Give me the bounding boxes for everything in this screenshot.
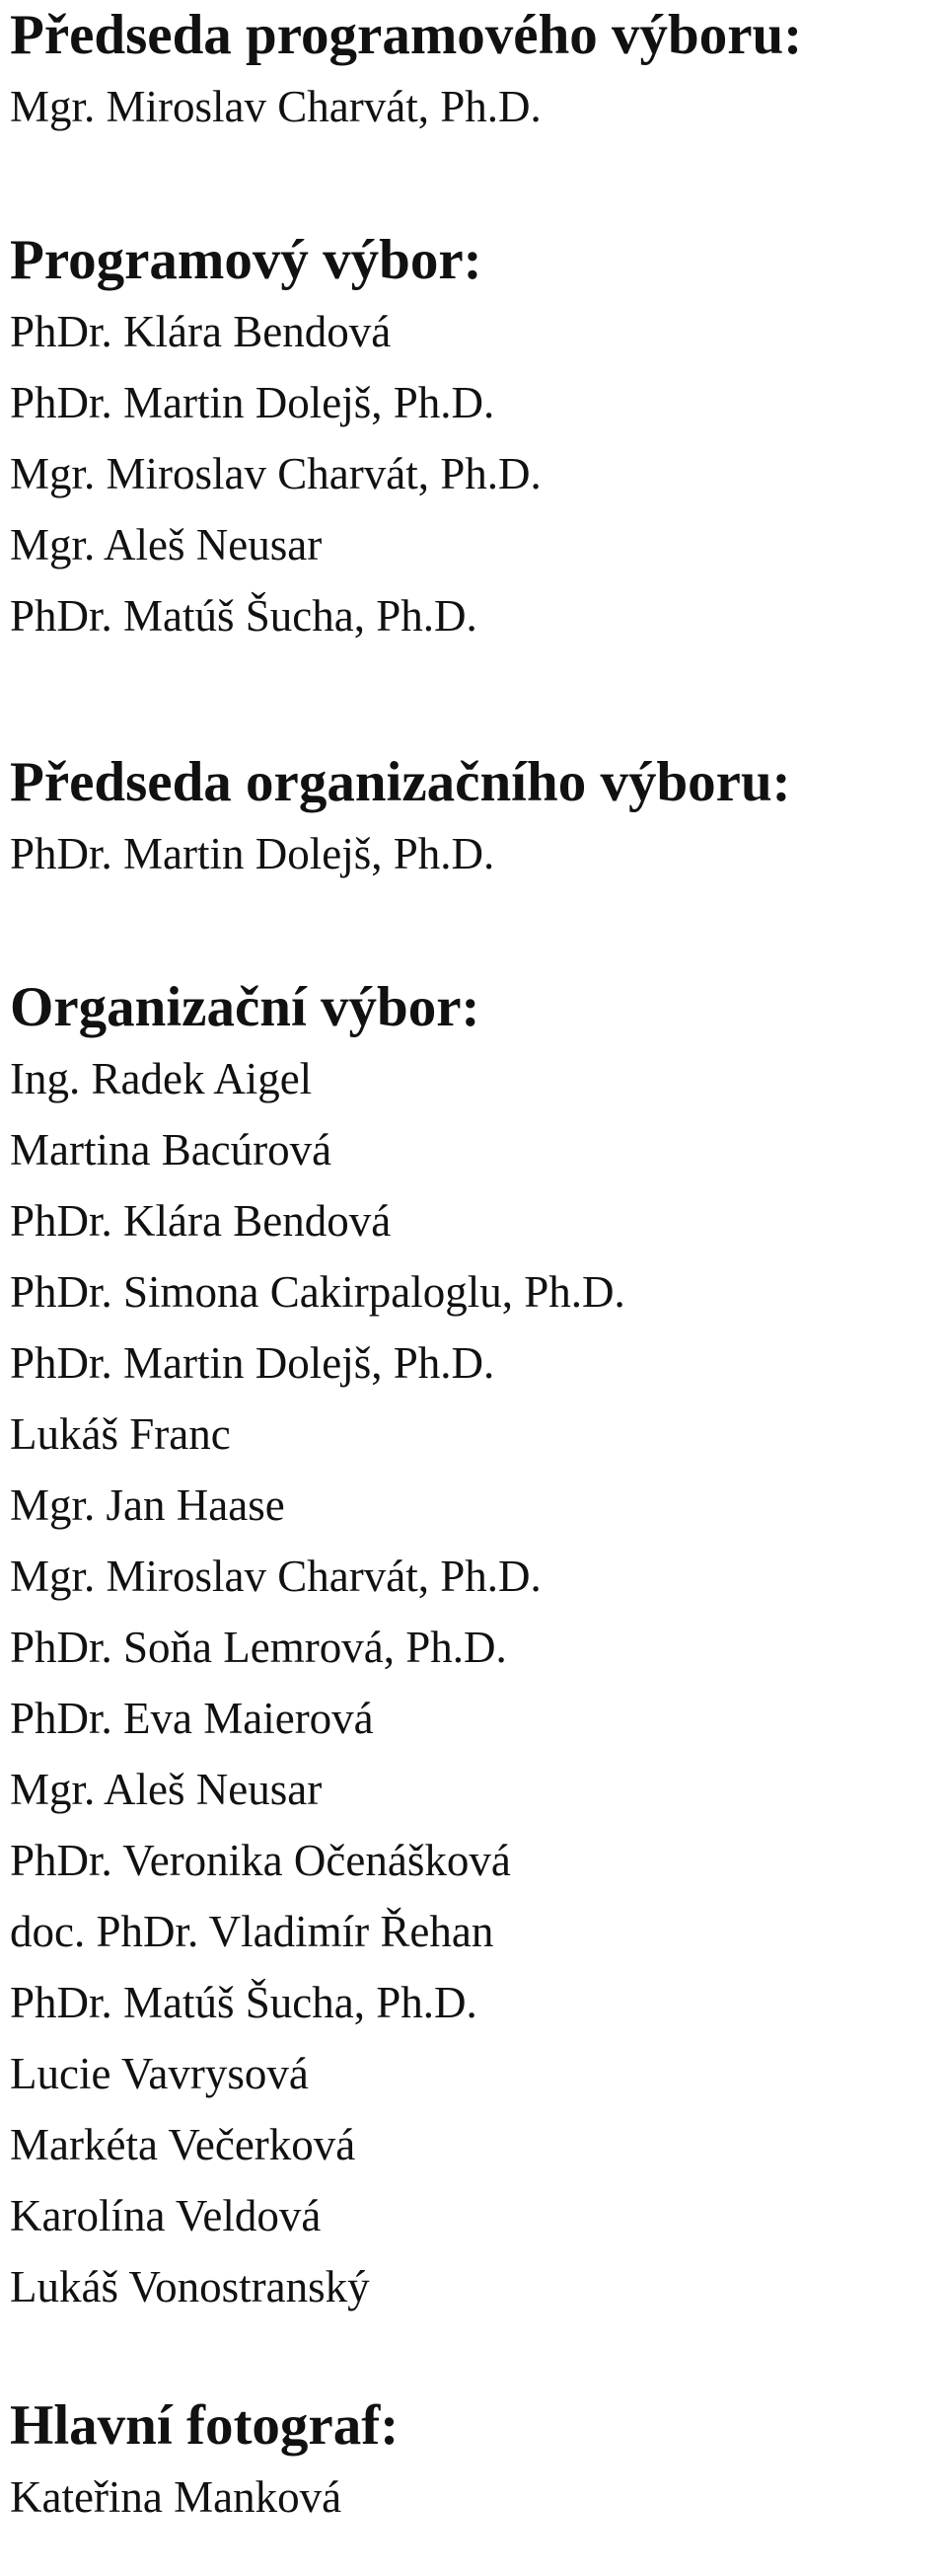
name-item: Karolína Veldová: [10, 2191, 322, 2240]
name-item: PhDr. Eva Maierová: [10, 1694, 374, 1743]
name-item: PhDr. Klára Bendová: [10, 307, 392, 356]
name-item: PhDr. Simona Cakirpaloglu, Ph.D.: [10, 1267, 625, 1317]
section-main-photographer: [10, 2390, 937, 2533]
section-organizing-committee: [10, 972, 937, 2322]
section-heading: Předseda programového výboru:: [10, 4, 803, 66]
name-list: [10, 1043, 937, 2322]
name-item: Markéta Večerková: [10, 2120, 356, 2169]
name-item: Mgr. Jan Haase: [10, 1480, 285, 1530]
name-item: PhDr. Klára Bendová: [10, 1196, 392, 1246]
name-item: PhDr. Matúš Šucha, Ph.D.: [10, 591, 477, 641]
name-item: Martina Bacúrová: [10, 1125, 332, 1174]
section-organizing-chair: [10, 747, 937, 889]
name-item: doc. PhDr. Vladimír Řehan: [10, 1907, 494, 1956]
name-item: Mgr. Miroslav Charvát, Ph.D.: [10, 449, 542, 498]
name-item: Ing. Radek Aigel: [10, 1054, 313, 1103]
name-list: [10, 2462, 937, 2533]
name-list: [10, 71, 937, 142]
name-list: [10, 818, 937, 889]
section-program-committee: [10, 225, 937, 651]
section-heading: Organizační výbor:: [10, 976, 480, 1038]
name-item: Lukáš Vonostranský: [10, 2262, 370, 2311]
name-item: PhDr. Martin Dolejš, Ph.D.: [10, 829, 495, 878]
name-item: Mgr. Aleš Neusar: [10, 1765, 323, 1814]
name-item: Lukáš Franc: [10, 1409, 231, 1459]
section-heading: Předseda organizačního výboru:: [10, 751, 791, 813]
name-item: Lucie Vavrysová: [10, 2049, 309, 2098]
name-item: Mgr. Miroslav Charvát, Ph.D.: [10, 82, 542, 131]
name-item: PhDr. Matúš Šucha, Ph.D.: [10, 1978, 477, 2027]
name-item: Kateřina Manková: [10, 2472, 342, 2522]
name-item: PhDr. Veronika Očenášková: [10, 1836, 511, 1885]
section-program-chair: [10, 0, 937, 142]
section-heading: Hlavní fotograf:: [10, 2394, 400, 2457]
section-heading: Programový výbor:: [10, 229, 482, 291]
name-list: [10, 296, 937, 651]
name-item: PhDr. Martin Dolejš, Ph.D.: [10, 1338, 495, 1388]
name-item: PhDr. Martin Dolejš, Ph.D.: [10, 378, 495, 427]
name-item: Mgr. Aleš Neusar: [10, 520, 323, 569]
name-item: Mgr. Miroslav Charvát, Ph.D.: [10, 1552, 542, 1601]
name-item: PhDr. Soňa Lemrová, Ph.D.: [10, 1623, 507, 1672]
